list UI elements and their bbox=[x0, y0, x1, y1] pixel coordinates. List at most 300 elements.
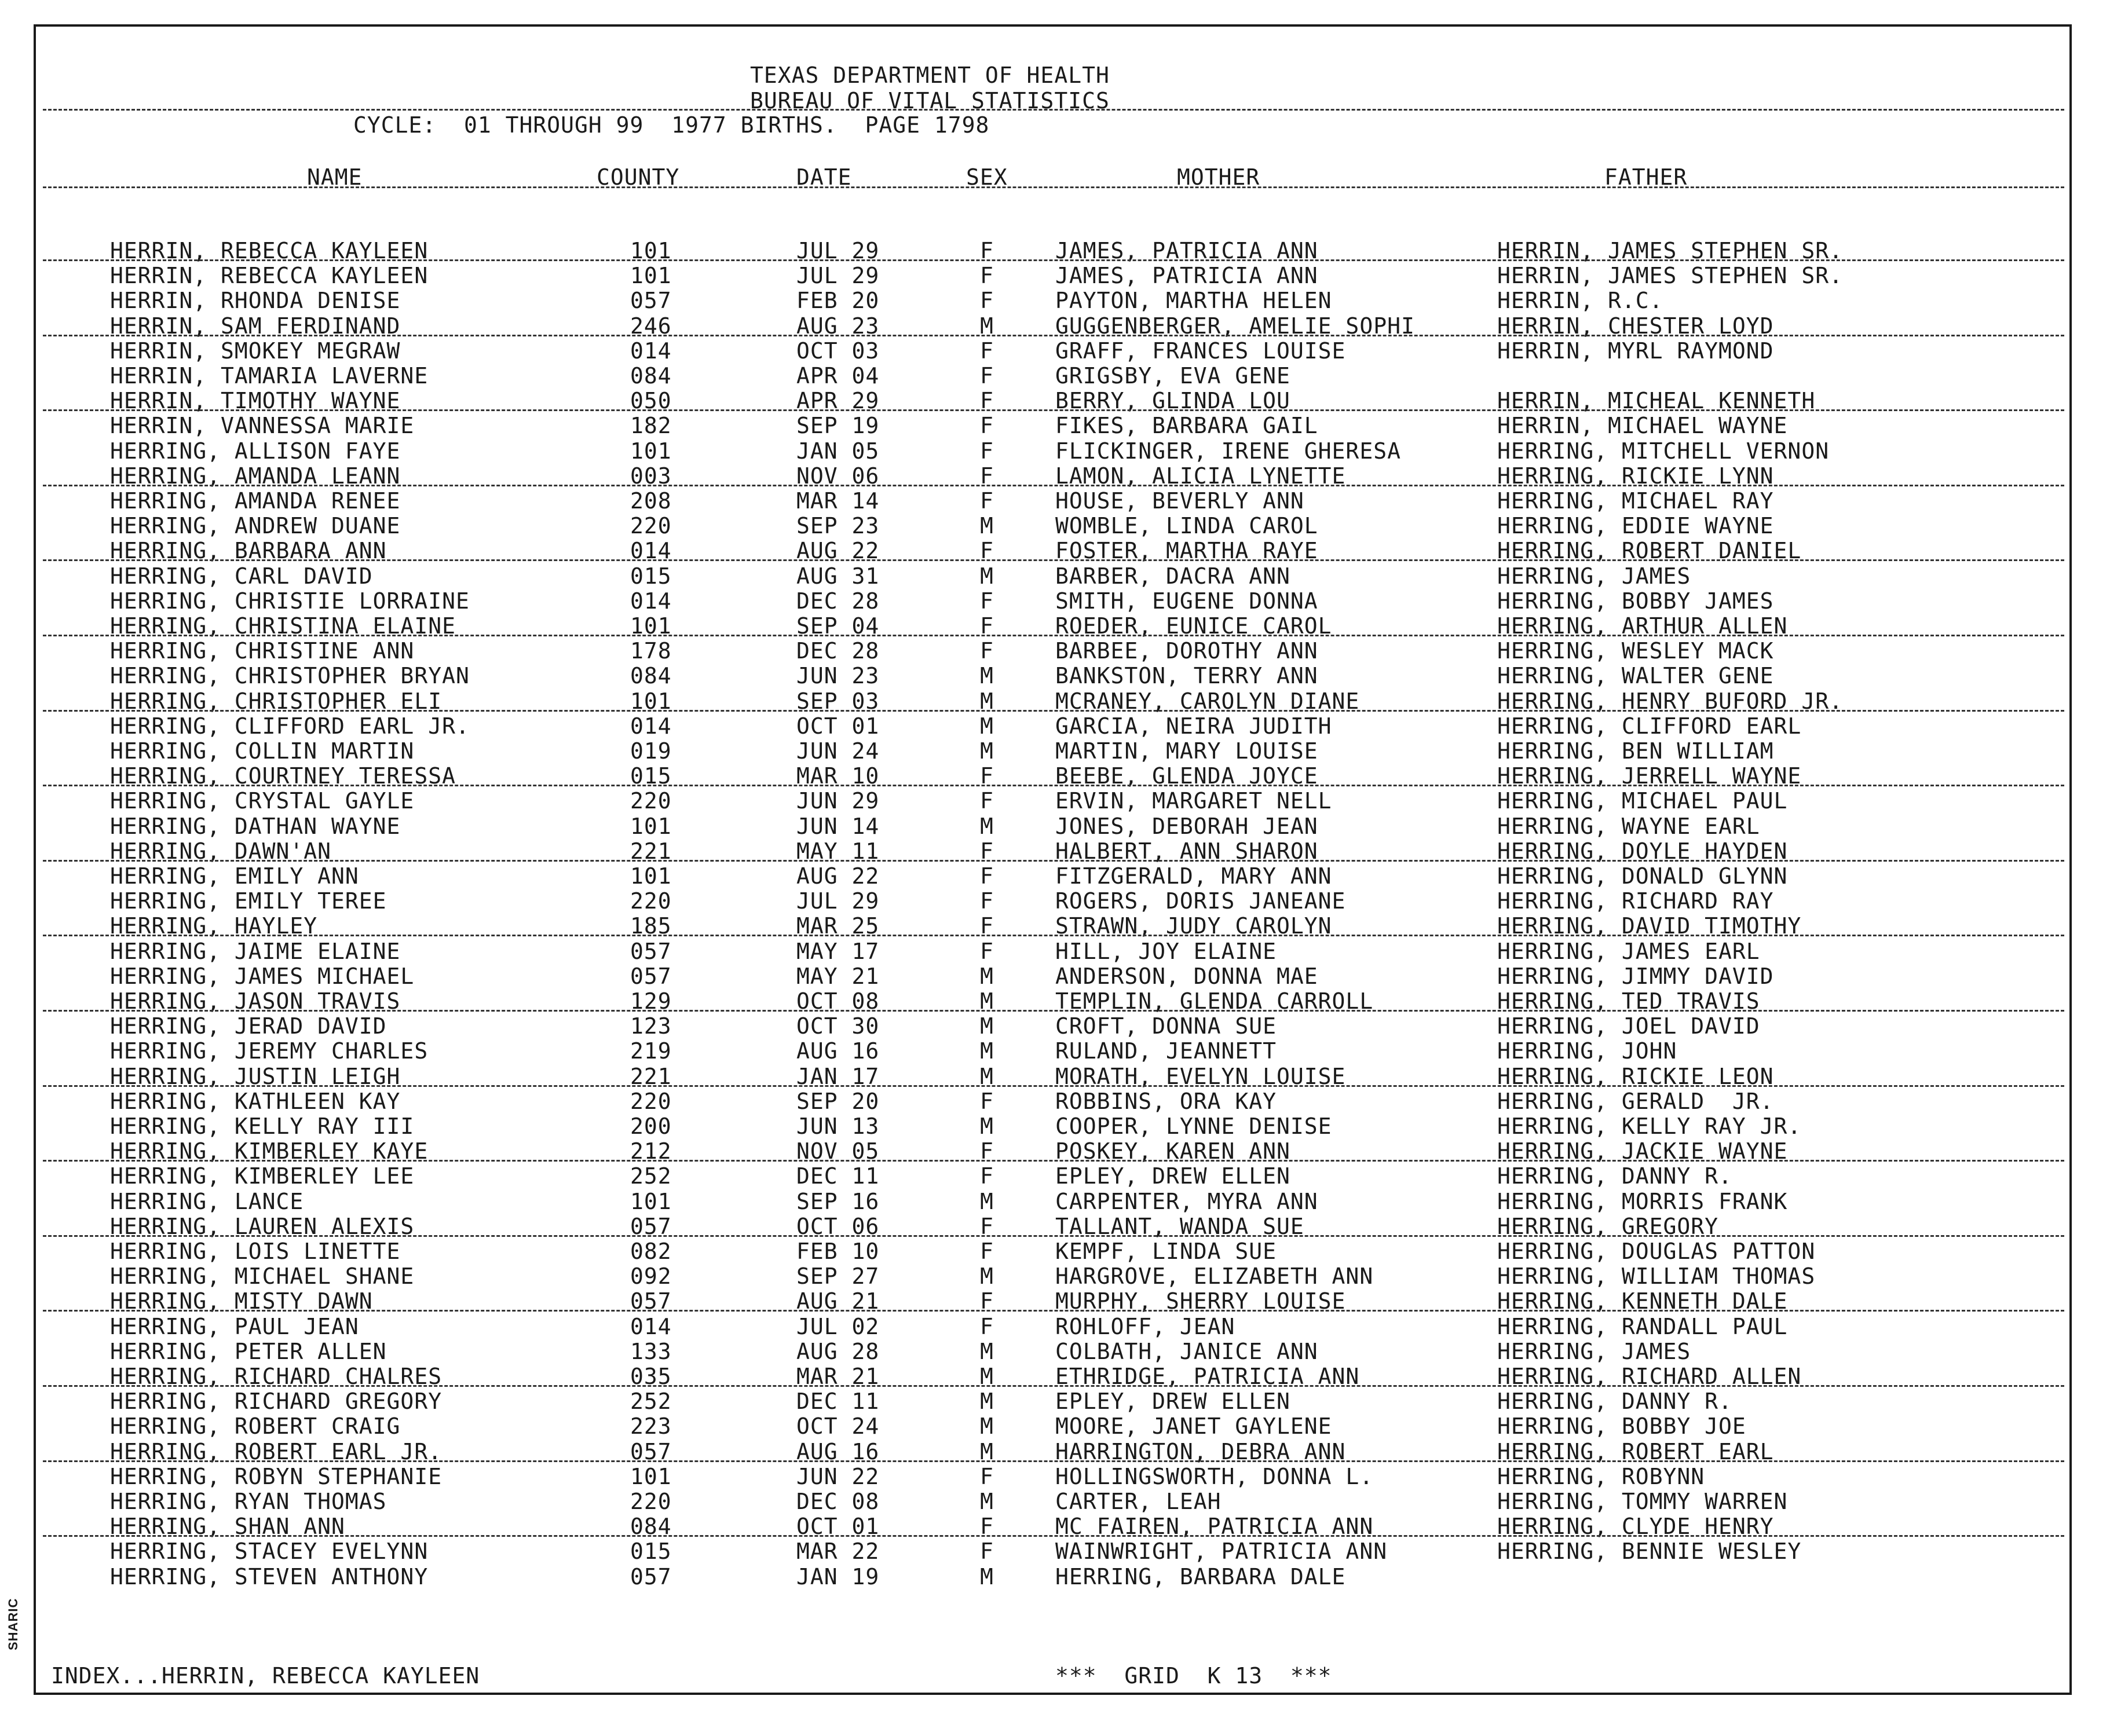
record-date: JUL 29 bbox=[796, 238, 880, 263]
record-county: 252 bbox=[630, 1389, 672, 1415]
record-father: HERRING, BOBBY JAMES bbox=[1497, 588, 1774, 614]
record-sex: F bbox=[980, 413, 994, 439]
record-county: 057 bbox=[630, 1213, 672, 1239]
record-row bbox=[0, 339, 2110, 364]
record-county: 057 bbox=[630, 1438, 672, 1464]
footer-grid: *** GRID K 13 *** bbox=[1055, 1663, 1332, 1689]
record-father: HERRING, GREGORY bbox=[1497, 1213, 1719, 1239]
record-row bbox=[0, 1339, 2110, 1364]
record-date: SEP 03 bbox=[796, 688, 880, 714]
record-name: HERRING, CHRISTINE ANN bbox=[110, 638, 415, 664]
header-department: TEXAS DEPARTMENT OF HEALTH bbox=[750, 63, 1110, 88]
record-date: APR 04 bbox=[796, 363, 880, 389]
record-date: NOV 06 bbox=[796, 463, 880, 489]
record-father: HERRING, HENRY BUFORD JR. bbox=[1497, 688, 1843, 714]
record-mother: ROEDER, EUNICE CAROL bbox=[1055, 613, 1332, 639]
record-county: 015 bbox=[630, 1539, 672, 1565]
record-county: 123 bbox=[630, 1013, 672, 1039]
record-name: HERRING, LAUREN ALEXIS bbox=[110, 1213, 415, 1239]
record-name: HERRING, EMILY ANN bbox=[110, 863, 359, 889]
record-county: 084 bbox=[630, 363, 672, 389]
record-sex: M bbox=[980, 1364, 994, 1389]
record-county: 101 bbox=[630, 263, 672, 289]
record-date: MAR 25 bbox=[796, 913, 880, 939]
record-sex: F bbox=[980, 1213, 994, 1239]
record-father: HERRING, RICHARD ALLEN bbox=[1497, 1364, 1802, 1389]
record-name: HERRING, ROBYN STEPHANIE bbox=[110, 1463, 443, 1489]
record-date: JUN 22 bbox=[796, 1463, 880, 1489]
group-rule bbox=[43, 409, 2064, 411]
record-father: HERRING, TOMMY WARREN bbox=[1497, 1489, 1788, 1514]
group-rule bbox=[43, 1535, 2064, 1537]
record-county: 185 bbox=[630, 913, 672, 939]
record-county: 057 bbox=[630, 1288, 672, 1314]
group-rule bbox=[43, 1235, 2064, 1237]
record-sex: F bbox=[980, 863, 994, 889]
column-sex: SEX bbox=[966, 164, 1008, 190]
record-name: HERRING, AMANDA LEANN bbox=[110, 463, 401, 489]
record-father: HERRING, ROBYNN bbox=[1497, 1463, 1705, 1489]
record-row bbox=[0, 1539, 2110, 1564]
record-name: HERRIN, RHONDA DENISE bbox=[110, 288, 401, 314]
record-father: HERRING, DAVID TIMOTHY bbox=[1497, 913, 1802, 939]
record-mother: BERRY, GLINDA LOU bbox=[1055, 388, 1290, 414]
record-row bbox=[0, 489, 2110, 514]
record-father: HERRING, JOEL DAVID bbox=[1497, 1013, 1760, 1039]
record-sex: M bbox=[980, 1114, 994, 1139]
record-name: HERRING, RICHARD GREGORY bbox=[110, 1389, 443, 1415]
record-mother: GRIGSBY, EVA GENE bbox=[1055, 363, 1290, 389]
record-row bbox=[0, 814, 2110, 839]
record-date: APR 29 bbox=[796, 388, 880, 414]
record-date: DEC 11 bbox=[796, 1163, 880, 1189]
record-sex: F bbox=[980, 838, 994, 864]
record-name: HERRIN, TAMARIA LAVERNE bbox=[110, 363, 429, 389]
record-date: JUN 13 bbox=[796, 1114, 880, 1139]
record-county: 182 bbox=[630, 413, 672, 439]
record-father: HERRING, BOBBY JOE bbox=[1497, 1413, 1746, 1440]
record-sex: F bbox=[980, 1514, 994, 1540]
header-bureau: BUREAU OF VITAL STATISTICS bbox=[750, 88, 1110, 113]
group-rule bbox=[43, 935, 2064, 936]
record-father: HERRING, KENNETH DALE bbox=[1497, 1288, 1788, 1314]
record-mother: ROHLOFF, JEAN bbox=[1055, 1313, 1235, 1339]
record-date: MAY 11 bbox=[796, 838, 880, 864]
record-county: 212 bbox=[630, 1138, 672, 1164]
record-row bbox=[0, 639, 2110, 664]
record-county: 133 bbox=[630, 1338, 672, 1364]
record-sex: F bbox=[980, 788, 994, 814]
record-row bbox=[0, 1414, 2110, 1439]
record-row bbox=[0, 1164, 2110, 1189]
record-date: DEC 28 bbox=[796, 638, 880, 664]
record-name: HERRING, JASON TRAVIS bbox=[110, 988, 401, 1014]
record-mother: TALLANT, WANDA SUE bbox=[1055, 1213, 1304, 1239]
record-mother: FOSTER, MARTHA RAYE bbox=[1055, 538, 1318, 564]
record-mother: FITZGERALD, MARY ANN bbox=[1055, 863, 1332, 889]
record-date: JUN 24 bbox=[796, 738, 880, 764]
record-name: HERRING, STACEY EVELYNN bbox=[110, 1539, 429, 1565]
record-mother: COLBATH, JANICE ANN bbox=[1055, 1338, 1318, 1364]
record-date: MAY 17 bbox=[796, 938, 880, 964]
column-county: COUNTY bbox=[597, 164, 680, 190]
record-sex: M bbox=[980, 688, 994, 714]
record-name: HERRING, CHRISTOPHER BRYAN bbox=[110, 663, 470, 689]
record-name: HERRING, ROBERT EARL JR. bbox=[110, 1438, 443, 1464]
record-mother: CARPENTER, MYRA ANN bbox=[1055, 1188, 1318, 1214]
record-father: HERRING, WESLEY MACK bbox=[1497, 638, 1774, 664]
record-sex: M bbox=[980, 663, 994, 689]
record-date: MAR 14 bbox=[796, 488, 880, 514]
record-name: HERRING, DATHAN WAYNE bbox=[110, 813, 401, 839]
record-sex: M bbox=[980, 1188, 994, 1214]
record-date: SEP 19 bbox=[796, 413, 880, 439]
record-row bbox=[0, 1464, 2110, 1489]
record-row bbox=[0, 739, 2110, 764]
record-name: HERRING, EMILY TEREE bbox=[110, 888, 387, 914]
record-mother: HARRINGTON, DEBRA ANN bbox=[1055, 1438, 1346, 1464]
header-rule-top bbox=[43, 109, 2064, 111]
record-county: 057 bbox=[630, 963, 672, 989]
record-county: 014 bbox=[630, 713, 672, 739]
record-father: HERRING, DOUGLAS PATTON bbox=[1497, 1239, 1816, 1264]
record-name: HERRING, PETER ALLEN bbox=[110, 1338, 387, 1364]
record-father: HERRING, BENNIE WESLEY bbox=[1497, 1539, 1802, 1565]
record-name: HERRING, JUSTIN LEIGH bbox=[110, 1063, 401, 1089]
record-father: HERRING, WILLIAM THOMAS bbox=[1497, 1263, 1816, 1290]
record-date: JAN 05 bbox=[796, 438, 880, 464]
record-mother: FIKES, BARBARA GAIL bbox=[1055, 413, 1318, 439]
record-county: 178 bbox=[630, 638, 672, 664]
record-father: HERRING, JAMES bbox=[1497, 563, 1691, 589]
record-father: HERRING, JAMES EARL bbox=[1497, 938, 1760, 964]
record-row bbox=[0, 1114, 2110, 1139]
record-row bbox=[0, 1489, 2110, 1514]
record-row bbox=[0, 1264, 2110, 1289]
record-date: SEP 16 bbox=[796, 1188, 880, 1214]
record-father: HERRIN, JAMES STEPHEN SR. bbox=[1497, 263, 1843, 289]
record-date: JUN 14 bbox=[796, 813, 880, 839]
record-sex: M bbox=[980, 963, 994, 989]
record-mother: HERRING, BARBARA DALE bbox=[1055, 1563, 1346, 1589]
record-sex: F bbox=[980, 488, 994, 514]
record-father: HERRING, MORRIS FRANK bbox=[1497, 1188, 1788, 1214]
record-mother: CROFT, DONNA SUE bbox=[1055, 1013, 1277, 1039]
record-date: AUG 21 bbox=[796, 1288, 880, 1314]
record-row bbox=[0, 964, 2110, 989]
record-county: 101 bbox=[630, 1463, 672, 1489]
record-date: FEB 20 bbox=[796, 288, 880, 314]
group-rule bbox=[43, 485, 2064, 486]
record-date: JUL 29 bbox=[796, 888, 880, 914]
record-county: 057 bbox=[630, 938, 672, 964]
record-county: 220 bbox=[630, 1088, 672, 1114]
record-date: SEP 23 bbox=[796, 513, 880, 539]
record-name: HERRING, ANDREW DUANE bbox=[110, 513, 401, 539]
record-father: HERRING, JIMMY DAVID bbox=[1497, 963, 1774, 989]
record-row bbox=[0, 564, 2110, 589]
record-sex: F bbox=[980, 763, 994, 789]
record-mother: PAYTON, MARTHA HELEN bbox=[1055, 288, 1332, 314]
record-mother: TEMPLIN, GLENDA CARROLL bbox=[1055, 988, 1374, 1014]
record-sex: F bbox=[980, 888, 994, 914]
record-mother: EPLEY, DREW ELLEN bbox=[1055, 1389, 1290, 1415]
record-name: HERRING, JERAD DAVID bbox=[110, 1013, 387, 1039]
group-rule bbox=[43, 259, 2064, 261]
record-sex: F bbox=[980, 588, 994, 614]
record-county: 246 bbox=[630, 313, 672, 339]
record-sex: M bbox=[980, 1063, 994, 1089]
record-county: 129 bbox=[630, 988, 672, 1014]
record-name: HERRIN, SAM FERDINAND bbox=[110, 313, 401, 339]
record-father: HERRING, CLYDE HENRY bbox=[1497, 1514, 1774, 1540]
record-date: AUG 22 bbox=[796, 538, 880, 564]
record-mother: SMITH, EUGENE DONNA bbox=[1055, 588, 1318, 614]
record-sex: M bbox=[980, 1389, 994, 1415]
record-date: JAN 19 bbox=[796, 1563, 880, 1589]
record-name: HERRING, CLIFFORD EARL JR. bbox=[110, 713, 470, 739]
record-row bbox=[0, 939, 2110, 964]
record-date: JUL 29 bbox=[796, 263, 880, 289]
record-mother: HALBERT, ANN SHARON bbox=[1055, 838, 1318, 864]
record-county: 200 bbox=[630, 1114, 672, 1139]
record-mother: GARCIA, NEIRA JUDITH bbox=[1055, 713, 1332, 739]
record-county: 101 bbox=[630, 688, 672, 714]
record-name: HERRING, SHAN ANN bbox=[110, 1514, 345, 1540]
record-county: 252 bbox=[630, 1163, 672, 1189]
record-mother: BEEBE, GLENDA JOYCE bbox=[1055, 763, 1318, 789]
record-county: 101 bbox=[630, 438, 672, 464]
record-row bbox=[0, 1189, 2110, 1214]
record-county: 082 bbox=[630, 1239, 672, 1264]
record-date: OCT 24 bbox=[796, 1413, 880, 1440]
record-mother: POSKEY, KAREN ANN bbox=[1055, 1138, 1290, 1164]
record-mother: JAMES, PATRICIA ANN bbox=[1055, 263, 1318, 289]
record-row bbox=[0, 263, 2110, 288]
record-sex: F bbox=[980, 1138, 994, 1164]
record-mother: EPLEY, DREW ELLEN bbox=[1055, 1163, 1290, 1189]
record-name: HERRING, JAIME ELAINE bbox=[110, 938, 401, 964]
record-name: HERRING, ROBERT CRAIG bbox=[110, 1413, 401, 1440]
record-father: HERRING, CLIFFORD EARL bbox=[1497, 713, 1802, 739]
record-mother: HARGROVE, ELIZABETH ANN bbox=[1055, 1263, 1374, 1290]
record-father: HERRING, JACKIE WAYNE bbox=[1497, 1138, 1788, 1164]
record-date: AUG 23 bbox=[796, 313, 880, 339]
record-date: AUG 16 bbox=[796, 1038, 880, 1064]
record-father: HERRING, WALTER GENE bbox=[1497, 663, 1774, 689]
record-name: HERRING, JAMES MICHAEL bbox=[110, 963, 415, 989]
record-county: 014 bbox=[630, 338, 672, 364]
record-father: HERRIN, R.C. bbox=[1497, 288, 1663, 314]
record-father: HERRING, RICHARD RAY bbox=[1497, 888, 1774, 914]
record-mother: HOUSE, BEVERLY ANN bbox=[1055, 488, 1304, 514]
record-father: HERRING, JOHN bbox=[1497, 1038, 1677, 1064]
group-rule bbox=[43, 1385, 2064, 1387]
record-date: FEB 10 bbox=[796, 1239, 880, 1264]
record-sex: M bbox=[980, 988, 994, 1014]
record-sex: M bbox=[980, 1413, 994, 1440]
record-father: HERRING, MICHAEL RAY bbox=[1497, 488, 1774, 514]
record-father: HERRING, JAMES bbox=[1497, 1338, 1691, 1364]
record-father: HERRING, RANDALL PAUL bbox=[1497, 1313, 1788, 1339]
record-date: AUG 31 bbox=[796, 563, 880, 589]
record-county: 035 bbox=[630, 1364, 672, 1389]
record-county: 220 bbox=[630, 1489, 672, 1514]
record-name: HERRING, ALLISON FAYE bbox=[110, 438, 401, 464]
record-county: 220 bbox=[630, 513, 672, 539]
record-father: HERRIN, CHESTER LOYD bbox=[1497, 313, 1774, 339]
record-row bbox=[0, 364, 2110, 389]
record-date: JUN 29 bbox=[796, 788, 880, 814]
record-county: 092 bbox=[630, 1263, 672, 1290]
record-sex: F bbox=[980, 263, 994, 289]
record-row bbox=[0, 439, 2110, 464]
record-mother: MCRANEY, CAROLYN DIANE bbox=[1055, 688, 1360, 714]
record-sex: F bbox=[980, 338, 994, 364]
record-county: 219 bbox=[630, 1038, 672, 1064]
record-row bbox=[0, 1389, 2110, 1414]
group-rule bbox=[43, 1160, 2064, 1162]
record-mother: COOPER, LYNNE DENISE bbox=[1055, 1114, 1332, 1139]
record-county: 220 bbox=[630, 888, 672, 914]
record-name: HERRING, RYAN THOMAS bbox=[110, 1489, 387, 1514]
column-name: NAME bbox=[307, 164, 363, 190]
record-sex: F bbox=[980, 538, 994, 564]
record-date: AUG 28 bbox=[796, 1338, 880, 1364]
record-county: 220 bbox=[630, 788, 672, 814]
record-date: SEP 27 bbox=[796, 1263, 880, 1290]
record-row bbox=[0, 889, 2110, 914]
record-father: HERRING, MITCHELL VERNON bbox=[1497, 438, 1830, 464]
record-sex: F bbox=[980, 438, 994, 464]
record-county: 101 bbox=[630, 1188, 672, 1214]
record-date: AUG 16 bbox=[796, 1438, 880, 1464]
record-name: HERRING, PAUL JEAN bbox=[110, 1313, 359, 1339]
record-sex: M bbox=[980, 1438, 994, 1464]
record-county: 050 bbox=[630, 388, 672, 414]
record-name: HERRIN, REBECCA KAYLEEN bbox=[110, 263, 429, 289]
record-father: HERRING, RICKIE LEON bbox=[1497, 1063, 1774, 1089]
record-date: MAR 10 bbox=[796, 763, 880, 789]
record-mother: ERVIN, MARGARET NELL bbox=[1055, 788, 1332, 814]
record-county: 015 bbox=[630, 563, 672, 589]
record-name: HERRIN, REBECCA KAYLEEN bbox=[110, 238, 429, 263]
record-county: 084 bbox=[630, 663, 672, 689]
record-name: HERRING, LOIS LINETTE bbox=[110, 1239, 401, 1264]
record-row bbox=[0, 1039, 2110, 1064]
record-father: HERRIN, MYRL RAYMOND bbox=[1497, 338, 1774, 364]
group-rule bbox=[43, 860, 2064, 862]
group-rule bbox=[43, 559, 2064, 561]
record-county: 223 bbox=[630, 1413, 672, 1440]
group-rule bbox=[43, 785, 2064, 786]
record-mother: ROBBINS, ORA KAY bbox=[1055, 1088, 1277, 1114]
record-mother: WAINWRIGHT, PATRICIA ANN bbox=[1055, 1539, 1388, 1565]
record-name: HERRING, DAWN'AN bbox=[110, 838, 332, 864]
record-name: HERRING, KATHLEEN KAY bbox=[110, 1088, 401, 1114]
record-name: HERRING, JEREMY CHARLES bbox=[110, 1038, 429, 1064]
record-mother: BARBEE, DOROTHY ANN bbox=[1055, 638, 1318, 664]
record-row bbox=[0, 1239, 2110, 1264]
record-father: HERRING, EDDIE WAYNE bbox=[1497, 513, 1774, 539]
column-father: FATHER bbox=[1604, 164, 1688, 190]
record-mother: ANDERSON, DONNA MAE bbox=[1055, 963, 1318, 989]
record-mother: JONES, DEBORAH JEAN bbox=[1055, 813, 1318, 839]
record-date: MAR 22 bbox=[796, 1539, 880, 1565]
record-name: HERRING, CRYSTAL GAYLE bbox=[110, 788, 415, 814]
record-row bbox=[0, 413, 2110, 438]
record-father: HERRIN, MICHEAL KENNETH bbox=[1497, 388, 1816, 414]
record-row bbox=[0, 864, 2110, 889]
record-father: HERRING, ROBERT DANIEL bbox=[1497, 538, 1802, 564]
record-sex: M bbox=[980, 738, 994, 764]
record-sex: F bbox=[980, 638, 994, 664]
record-sex: M bbox=[980, 813, 994, 839]
record-date: JAN 17 bbox=[796, 1063, 880, 1089]
record-father: HERRIN, JAMES STEPHEN SR. bbox=[1497, 238, 1843, 263]
record-mother: ETHRIDGE, PATRICIA ANN bbox=[1055, 1364, 1360, 1389]
record-date: MAR 21 bbox=[796, 1364, 880, 1389]
record-date: OCT 06 bbox=[796, 1213, 880, 1239]
record-sex: F bbox=[980, 1088, 994, 1114]
record-county: 057 bbox=[630, 288, 672, 314]
record-sex: M bbox=[980, 1263, 994, 1290]
record-row bbox=[0, 1089, 2110, 1114]
record-mother: FLICKINGER, IRENE GHERESA bbox=[1055, 438, 1401, 464]
record-date: OCT 03 bbox=[796, 338, 880, 364]
record-date: OCT 30 bbox=[796, 1013, 880, 1039]
column-heading-rule bbox=[43, 186, 2064, 188]
record-mother: RULAND, JEANNETT bbox=[1055, 1038, 1277, 1064]
record-sex: M bbox=[980, 313, 994, 339]
record-county: 208 bbox=[630, 488, 672, 514]
record-name: HERRIN, VANNESSA MARIE bbox=[110, 413, 415, 439]
record-sex: F bbox=[980, 238, 994, 263]
record-row bbox=[0, 789, 2110, 814]
record-mother: HOLLINGSWORTH, DONNA L. bbox=[1055, 1463, 1374, 1489]
record-father: HERRING, DANNY R. bbox=[1497, 1389, 1732, 1415]
record-father: HERRING, DANNY R. bbox=[1497, 1163, 1732, 1189]
record-row bbox=[0, 664, 2110, 688]
record-county: 014 bbox=[630, 538, 672, 564]
record-mother: MARTIN, MARY LOUISE bbox=[1055, 738, 1318, 764]
group-rule bbox=[43, 1460, 2064, 1462]
record-name: HERRING, COURTNEY TERESSA bbox=[110, 763, 456, 789]
record-county: 101 bbox=[630, 813, 672, 839]
record-sex: M bbox=[980, 713, 994, 739]
record-father: HERRING, TED TRAVIS bbox=[1497, 988, 1760, 1014]
record-name: HERRING, CHRISTINA ELAINE bbox=[110, 613, 456, 639]
record-date: DEC 28 bbox=[796, 588, 880, 614]
record-name: HERRING, KIMBERLEY LEE bbox=[110, 1163, 415, 1189]
record-mother: KEMPF, LINDA SUE bbox=[1055, 1239, 1277, 1264]
record-county: 014 bbox=[630, 1313, 672, 1339]
record-mother: MURPHY, SHERRY LOUISE bbox=[1055, 1288, 1346, 1314]
record-mother: STRAWN, JUDY CAROLYN bbox=[1055, 913, 1332, 939]
record-sex: F bbox=[980, 463, 994, 489]
record-row bbox=[0, 589, 2110, 614]
record-county: 221 bbox=[630, 1063, 672, 1089]
record-mother: MOORE, JANET GAYLENE bbox=[1055, 1413, 1332, 1440]
record-name: HERRING, LANCE bbox=[110, 1188, 304, 1214]
record-name: HERRING, MISTY DAWN bbox=[110, 1288, 373, 1314]
record-mother: MORATH, EVELYN LOUISE bbox=[1055, 1063, 1346, 1089]
record-mother: ROGERS, DORIS JANEANE bbox=[1055, 888, 1346, 914]
record-mother: GUGGENBERGER, AMELIE SOPHI bbox=[1055, 313, 1415, 339]
record-date: OCT 01 bbox=[796, 713, 880, 739]
record-date: JUL 02 bbox=[796, 1313, 880, 1339]
record-mother: WOMBLE, LINDA CAROL bbox=[1055, 513, 1318, 539]
